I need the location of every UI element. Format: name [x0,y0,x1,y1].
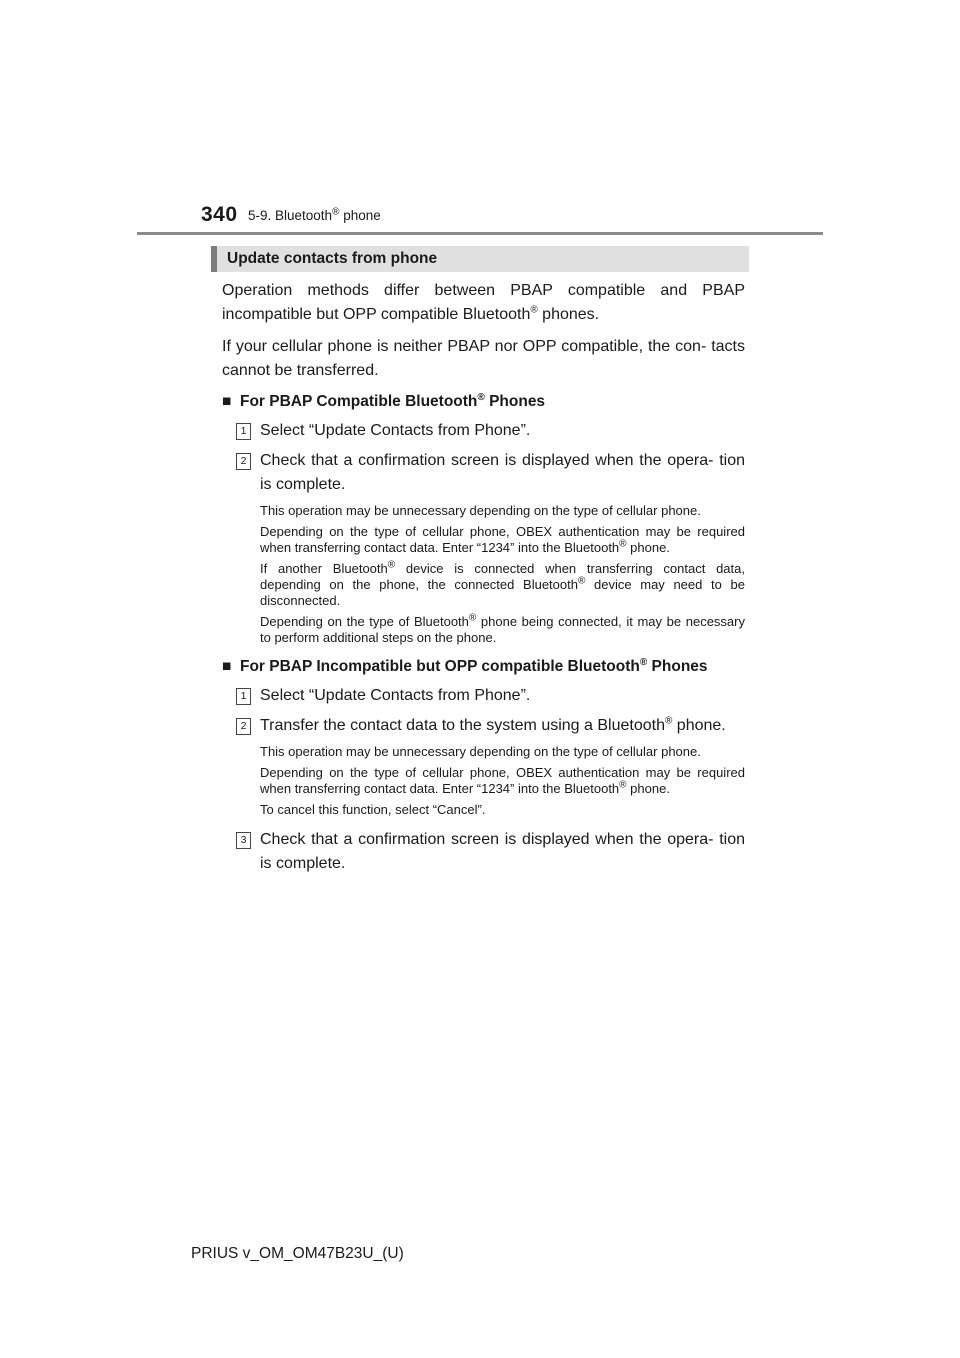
registered-mark: ® [387,559,396,571]
section-title [248,208,381,223]
note-text: phone being connected, it may be necessary to perform additional steps on the phone. [260,614,745,645]
step-number-badge: 2 [236,453,251,470]
intro-paragraph-2: If your cellular phone is neither PBAP nor OPP compatible, the con- tacts cannot be transferred. [222,338,745,379]
note-text: device may need to be disconnected. [260,577,745,608]
note [260,561,745,609]
intro-text: Operation methods differ between PBAP compatible and PBAP incompatible but OPP compatible Bluetooth [222,282,745,323]
note [260,524,745,556]
opp-step-3 [222,828,745,876]
registered-mark: ® [639,656,648,668]
step-text: Transfer the contact data to the system using a Bluetooth [260,717,665,734]
pbap-heading-text: For PBAP Compatible Bluetooth [240,393,478,410]
main-content [222,279,745,882]
opp-heading-text: Phones [647,658,708,675]
step-number-badge: 1 [236,688,251,705]
intro-text: phones. [537,306,600,323]
registered-mark: ® [619,779,627,791]
pbap-step-1 [222,419,745,443]
note [260,614,745,646]
note: To cancel this function, select “Cancel”. [260,802,486,817]
opp-step-2 [222,714,745,738]
step-number-badge: 3 [236,832,251,849]
step-text: Check that a confirmation screen is displayed when the opera- tion is complete. [260,831,745,872]
opp-step-1 [222,684,745,708]
footer-document-code: PRIUS v_OM_OM47B23U_(U) [191,1245,404,1262]
note-text: device is connected when transferring contact data, depending on the phone, the connected Bluetooth [260,561,745,592]
step-number-badge: 1 [236,423,251,440]
note: This operation may be unnecessary depending on the type of cellular phone. [260,744,701,759]
registered-mark: ® [664,715,673,727]
note-text: Depending on the type of cellular phone, OBEX authentication may be required when transferring contact data. Enter “1234” into the Bluetooth [260,524,745,555]
note-text: Depending on the type of cellular phone, OBEX authentication may be required when transferring contact data. Enter “1234” into the Bluetooth [260,765,745,796]
section-heading-bar [211,246,749,272]
opp-heading-text: For PBAP Incompatible but OPP compatible Bluetooth [240,658,640,675]
pbap-notes [222,503,745,646]
step-number-badge: 2 [236,718,251,735]
registered-mark: ® [332,206,340,218]
header-rule [137,232,823,235]
note-text: phone. [626,781,670,796]
registered-mark: ® [619,538,627,550]
step-text: Select “Update Contacts from Phone”. [260,422,531,439]
note [260,765,745,797]
note-text: If another Bluetooth [260,561,388,576]
registered-mark: ® [577,575,586,587]
note-text: Depending on the type of Bluetooth [260,614,469,629]
section-title-prefix: 5-9. Bluetooth [248,208,333,223]
note-text: phone. [626,540,670,555]
pbap-heading [222,391,745,413]
opp-notes [222,744,745,818]
section-heading: Update contacts from phone [227,250,438,267]
page-number: 340 [201,203,238,226]
registered-mark: ® [477,391,485,403]
step-text: Check that a confirmation screen is displayed when the opera- tion is complete. [260,452,745,493]
registered-mark: ® [468,612,477,624]
step-text: Select “Update Contacts from Phone”. [260,687,531,704]
registered-mark: ® [530,304,538,316]
opp-heading [222,656,745,678]
note: This operation may be unnecessary depending on the type of cellular phone. [260,503,701,518]
intro-paragraph-1 [222,279,745,327]
square-bullet-icon: ■ [222,658,232,675]
square-bullet-icon: ■ [222,393,232,410]
pbap-heading-text: Phones [484,393,546,410]
step-text: phone. [672,717,726,734]
section-title-suffix: phone [339,208,381,223]
pbap-step-2 [222,449,745,497]
